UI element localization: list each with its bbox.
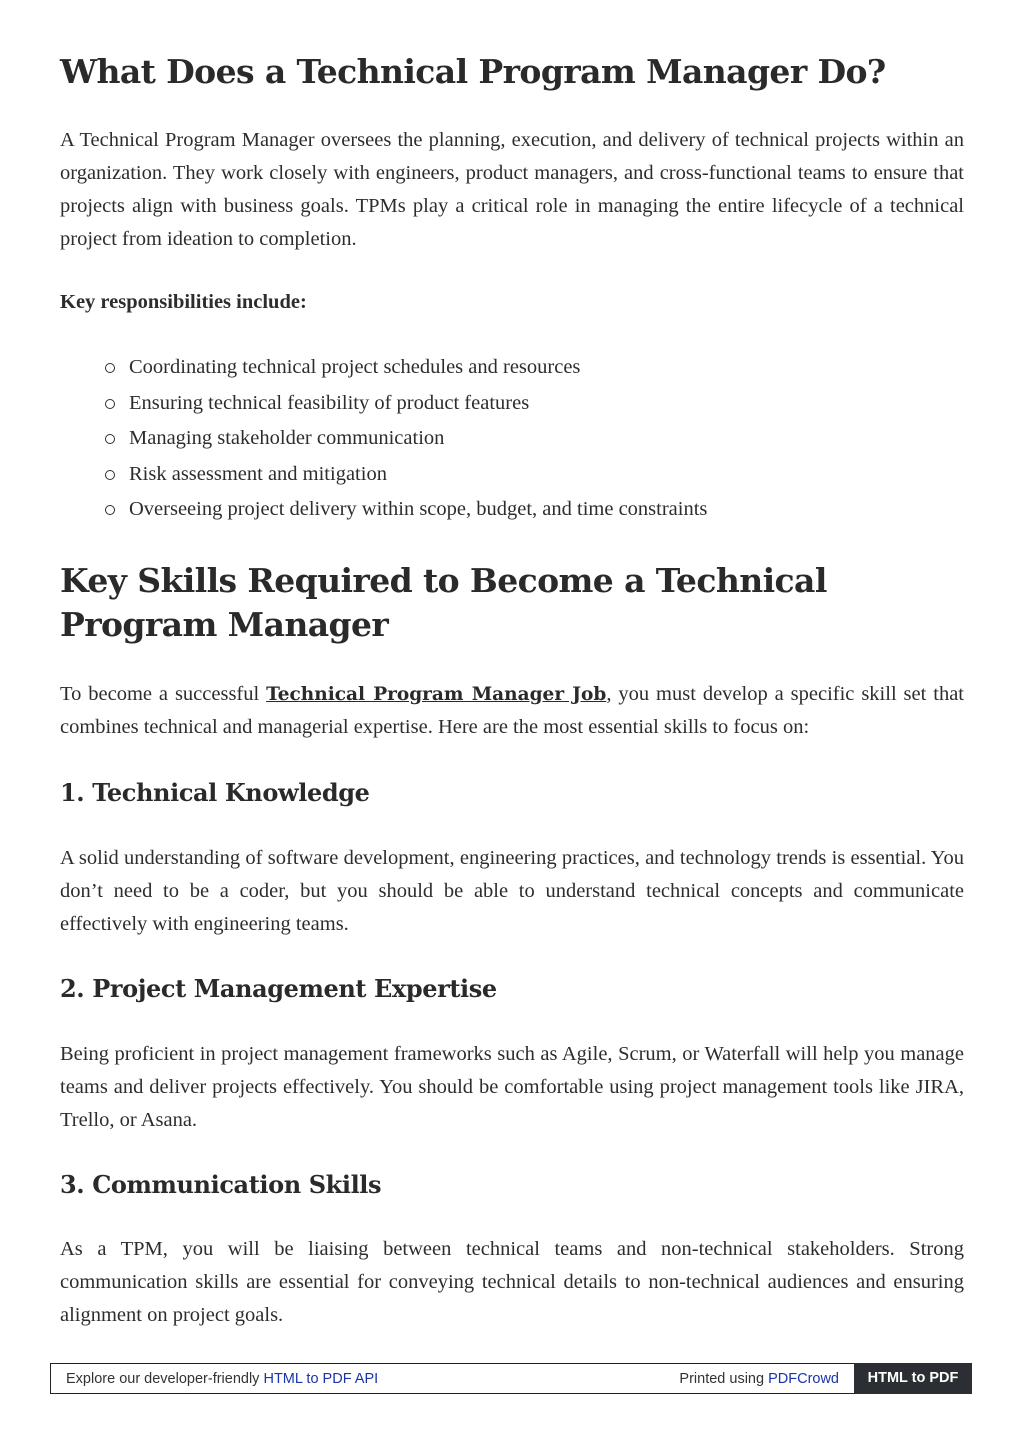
pdfcrowd-link[interactable]: PDFCrowd <box>768 1371 839 1387</box>
list-item: Risk assessment and mitigation <box>60 457 964 493</box>
heading-project-management: 2. Project Management Expertise <box>60 974 497 1003</box>
heading-key-skills: Key Skills Required to Become a Technical Program Manager <box>60 561 827 644</box>
circle-bullet-icon <box>105 434 115 444</box>
html-to-pdf-button[interactable]: HTML to PDF <box>854 1363 972 1394</box>
responsibilities-label: Key responsibilities include: <box>60 291 307 313</box>
skills-intro-paragraph: To become a successful Technical Program Manager Job, you must develop a specific skill set that combines technical and managerial expertise. Here are the most essential skills to focus on: <box>60 683 964 738</box>
intro-paragraph: A Technical Program Manager oversees the planning, execution, and delivery of technical projects within an organization. They work closely with engineers, product managers, and cross-functional teams to ensure that projects align with business goals. TPMs play a critical role in managing the entire lifecycle of a technical project from ideation to completion. <box>60 129 964 250</box>
circle-bullet-icon <box>105 505 115 515</box>
responsibilities-list <box>60 350 964 528</box>
tpm-job-link[interactable]: Technical Program Manager Job <box>266 684 607 705</box>
html-to-pdf-api-link[interactable]: HTML to PDF API <box>263 1371 379 1387</box>
footer-printed-text: Printed using PDFCrowd <box>679 1371 839 1387</box>
circle-bullet-icon <box>105 363 115 373</box>
heading-communication-skills: 3. Communication Skills <box>60 1170 382 1199</box>
technical-knowledge-paragraph: A solid understanding of software development, engineering practices, and technology trends is essential. You don’t need to be a coder, but you should be able to understand technical concepts and communicate effectively with engineering teams. <box>60 847 964 935</box>
list-item: Managing stakeholder communication <box>60 421 964 457</box>
pdfcrowd-footer-bar <box>50 1363 972 1394</box>
project-management-paragraph: Being proficient in project management frameworks such as Agile, Scrum, or Waterfall will help you manage teams and deliver projects effectively. You should be comfortable using project management tools like JIRA, Trello, or Asana. <box>60 1043 964 1131</box>
circle-bullet-icon <box>105 470 115 480</box>
list-item: Coordinating technical project schedules and resources <box>60 350 964 386</box>
circle-bullet-icon <box>105 399 115 409</box>
list-item: Overseeing project delivery within scope, budget, and time constraints <box>60 492 964 528</box>
heading-technical-knowledge: 1. Technical Knowledge <box>60 778 370 807</box>
list-item: Ensuring technical feasibility of product features <box>60 386 964 422</box>
communication-paragraph: As a TPM, you will be liaising between technical teams and non-technical stakeholders. Strong communication skills are essential for conveying technical details to non-technical audiences and ensuring alignment on project goals. <box>60 1238 964 1326</box>
footer-explore-text: Explore our developer-friendly HTML to PDF API <box>66 1371 379 1387</box>
heading-what-tpm-does: What Does a Technical Program Manager Do? <box>60 52 886 91</box>
